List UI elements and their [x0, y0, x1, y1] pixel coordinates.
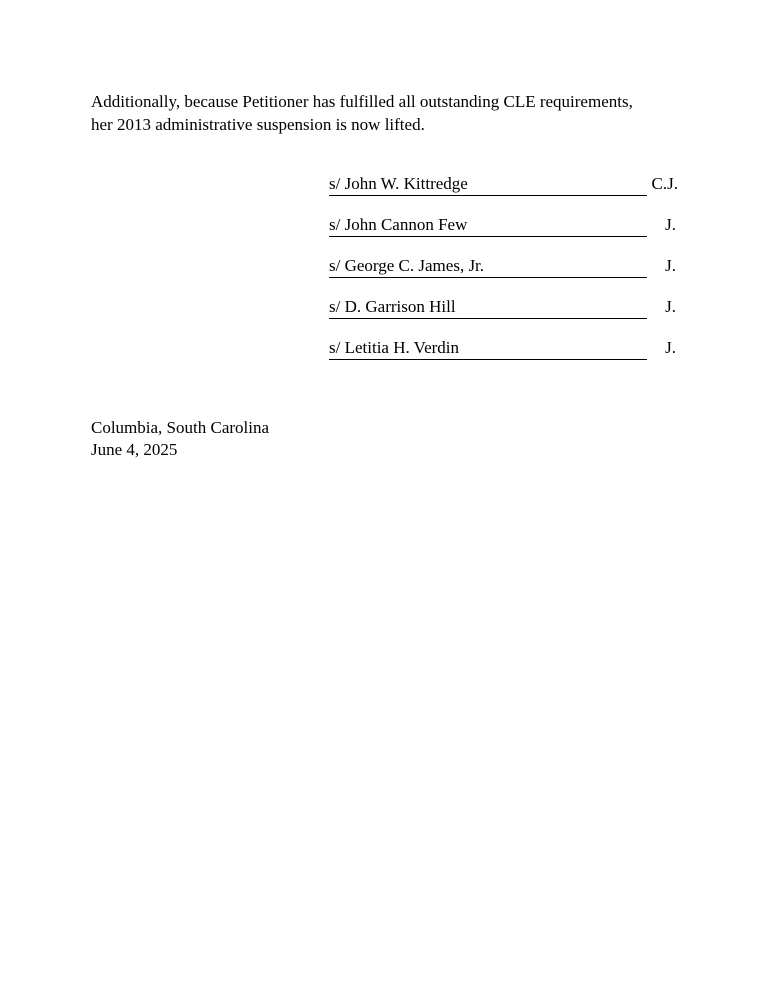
signature-name: s/ Letitia H. Verdin: [329, 337, 647, 360]
signature-name: s/ John Cannon Few: [329, 214, 647, 237]
signature-title: C.J.: [651, 174, 678, 193]
signature-name: s/ John W. Kittredge: [329, 173, 647, 196]
signature-name: s/ George C. James, Jr.: [329, 255, 647, 278]
signature-row-chief-justice: [329, 171, 689, 212]
location-place: Columbia, South Carolina: [91, 418, 270, 437]
signature-row-justice-verdin: [329, 335, 689, 376]
signature-name: s/ D. Garrison Hill: [329, 296, 647, 319]
signature-row-justice-james: [329, 253, 689, 294]
signature-row-justice-few: [329, 212, 689, 253]
signature-block: [329, 171, 689, 376]
signature-title: J.: [665, 256, 676, 275]
order-date: June 4, 2025: [91, 440, 178, 459]
location-date-block: [91, 417, 269, 461]
order-paragraph-line-1: Additionally, because Petitioner has fulfilled all outstanding CLE requirements,: [91, 92, 633, 111]
order-paragraph-line-2: her 2013 administrative suspension is now lifted.: [91, 115, 425, 134]
signature-row-justice-hill: [329, 294, 689, 335]
signature-title: J.: [665, 297, 676, 316]
signature-title: J.: [665, 338, 676, 357]
signature-title: J.: [665, 215, 676, 234]
order-paragraph: [91, 90, 711, 136]
